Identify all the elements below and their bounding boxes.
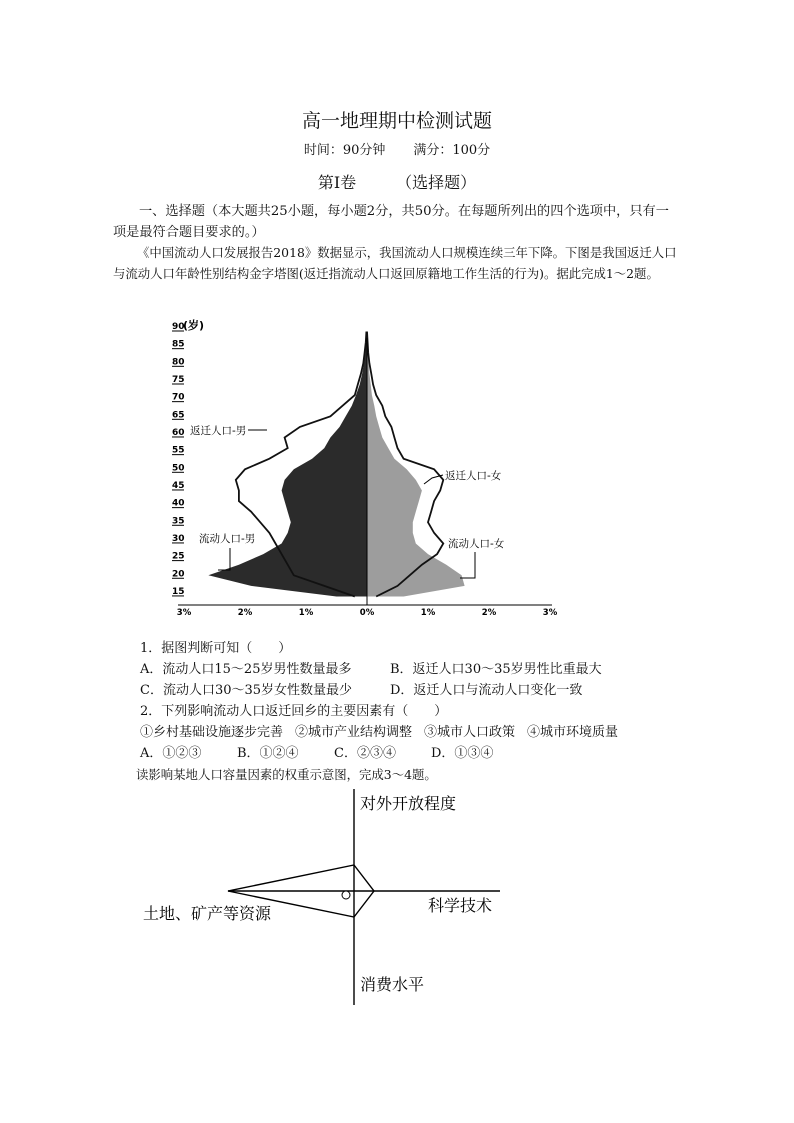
label-leader-flow-male — [218, 548, 230, 570]
material-1: 《中国流动人口发展报告2018》数据显示，我国流动人口规模连续三年下降。下图是我国返迁人口与流动人口年龄性别结构金字塔图(返迁指流动人口返回原籍地工作生活的行为)。据此完成1～2题。 — [113, 245, 677, 281]
volume-type: （选择题） — [396, 173, 477, 192]
area-flow-female — [367, 332, 465, 597]
q2-factor-4: ④城市环境质量 — [527, 725, 619, 740]
question-2-options — [140, 743, 493, 764]
q2-factor-1: ①乡村基础设施逐步完善 — [140, 725, 284, 740]
y-tick-label: 80 — [172, 357, 185, 368]
x-tick-label: 3% — [176, 608, 192, 618]
axis-label-bottom: 消费水平 — [360, 975, 425, 994]
area-flow-male — [208, 332, 367, 597]
population-pyramid-chart — [160, 318, 560, 618]
question-2-stem: 2．下列影响流动人口返迁回乡的主要因素有（ ） — [140, 704, 448, 719]
q1-option-a: A．流动人口15～25岁男性数量最多 — [140, 662, 352, 677]
y-tick-label: 45 — [172, 480, 185, 491]
axis-label-right: 科学技术 — [428, 896, 493, 915]
y-tick-label: 90 — [172, 322, 185, 332]
y-tick-label: 85 — [172, 339, 185, 350]
exam-time: 时间：90分钟 — [303, 143, 386, 158]
question-1-stem: 1．据图判断可知（ ） — [140, 641, 292, 656]
question-1-options-row2 — [140, 680, 582, 701]
material-2: 读影响某地人口容量因素的权重示意图，完成3～4题。 — [136, 767, 437, 782]
label-leader-flow-female — [460, 552, 475, 578]
q2-option-b: B．①②④ — [237, 746, 299, 761]
origin-marker — [342, 891, 350, 899]
q2-option-d: D．①③④ — [431, 746, 494, 761]
exam-info — [0, 139, 794, 158]
population-capacity-weight-diagram — [130, 785, 530, 1010]
q2-factor-2: ②城市产业结构调整 — [295, 725, 413, 740]
y-tick-label: 40 — [172, 498, 185, 509]
y-tick-label: 25 — [172, 551, 185, 562]
q1-option-b: B．返迁人口30～35岁男性比重最大 — [390, 662, 602, 677]
q2-option-c: C．②③④ — [334, 746, 396, 761]
volume-heading — [0, 170, 794, 193]
y-tick-label: 20 — [172, 569, 185, 580]
axis-label-left: 土地、矿产等资源 — [143, 904, 272, 923]
y-tick-label: 75 — [172, 374, 185, 385]
x-tick-label: 0% — [359, 608, 375, 618]
x-tick-label: 2% — [237, 608, 253, 618]
y-tick-label: 60 — [172, 427, 185, 438]
exam-title: 高一地理期中检测试题 — [301, 110, 492, 132]
x-tick-label: 3% — [542, 608, 558, 618]
q1-option-c: C．流动人口30～35岁女性数量最少 — [140, 683, 353, 698]
x-tick-label: 1% — [298, 608, 314, 618]
question-2-factors — [140, 722, 618, 743]
y-tick-label: 35 — [172, 516, 185, 527]
exam-score: 满分：100分 — [413, 143, 491, 158]
label-flow-male: 流动人口-男 — [199, 533, 256, 545]
y-axis-unit: (岁) — [183, 319, 205, 332]
section-intro: 一、选择题（本大题共25小题，每小题2分，共50分。在每题所列出的四个选项中，只有一项是最符合题目要求的。） — [113, 204, 669, 240]
question-1-options-row1 — [140, 659, 602, 680]
y-tick-label: 30 — [172, 533, 185, 544]
x-tick-label: 2% — [481, 608, 497, 618]
x-tick-label: 1% — [420, 608, 436, 618]
y-tick-label: 65 — [172, 410, 185, 421]
y-tick-label: 70 — [172, 392, 185, 403]
label-flow-female: 流动人口-女 — [448, 538, 505, 550]
y-tick-label: 15 — [172, 586, 185, 597]
q2-option-a: A．①②③ — [140, 746, 202, 761]
label-return-male: 返迁人口-男 — [190, 425, 247, 437]
y-tick-label: 55 — [172, 445, 185, 456]
pyramid-areas — [208, 332, 464, 597]
volume-label: 第Ⅰ卷 — [317, 173, 357, 192]
q2-factor-3: ③城市人口政策 — [424, 725, 516, 740]
label-return-female: 返迁人口-女 — [445, 470, 502, 482]
y-tick-label: 50 — [172, 463, 185, 474]
axis-label-top: 对外开放程度 — [360, 794, 457, 813]
q1-option-d: D．返迁人口与流动人口变化一致 — [390, 683, 583, 698]
